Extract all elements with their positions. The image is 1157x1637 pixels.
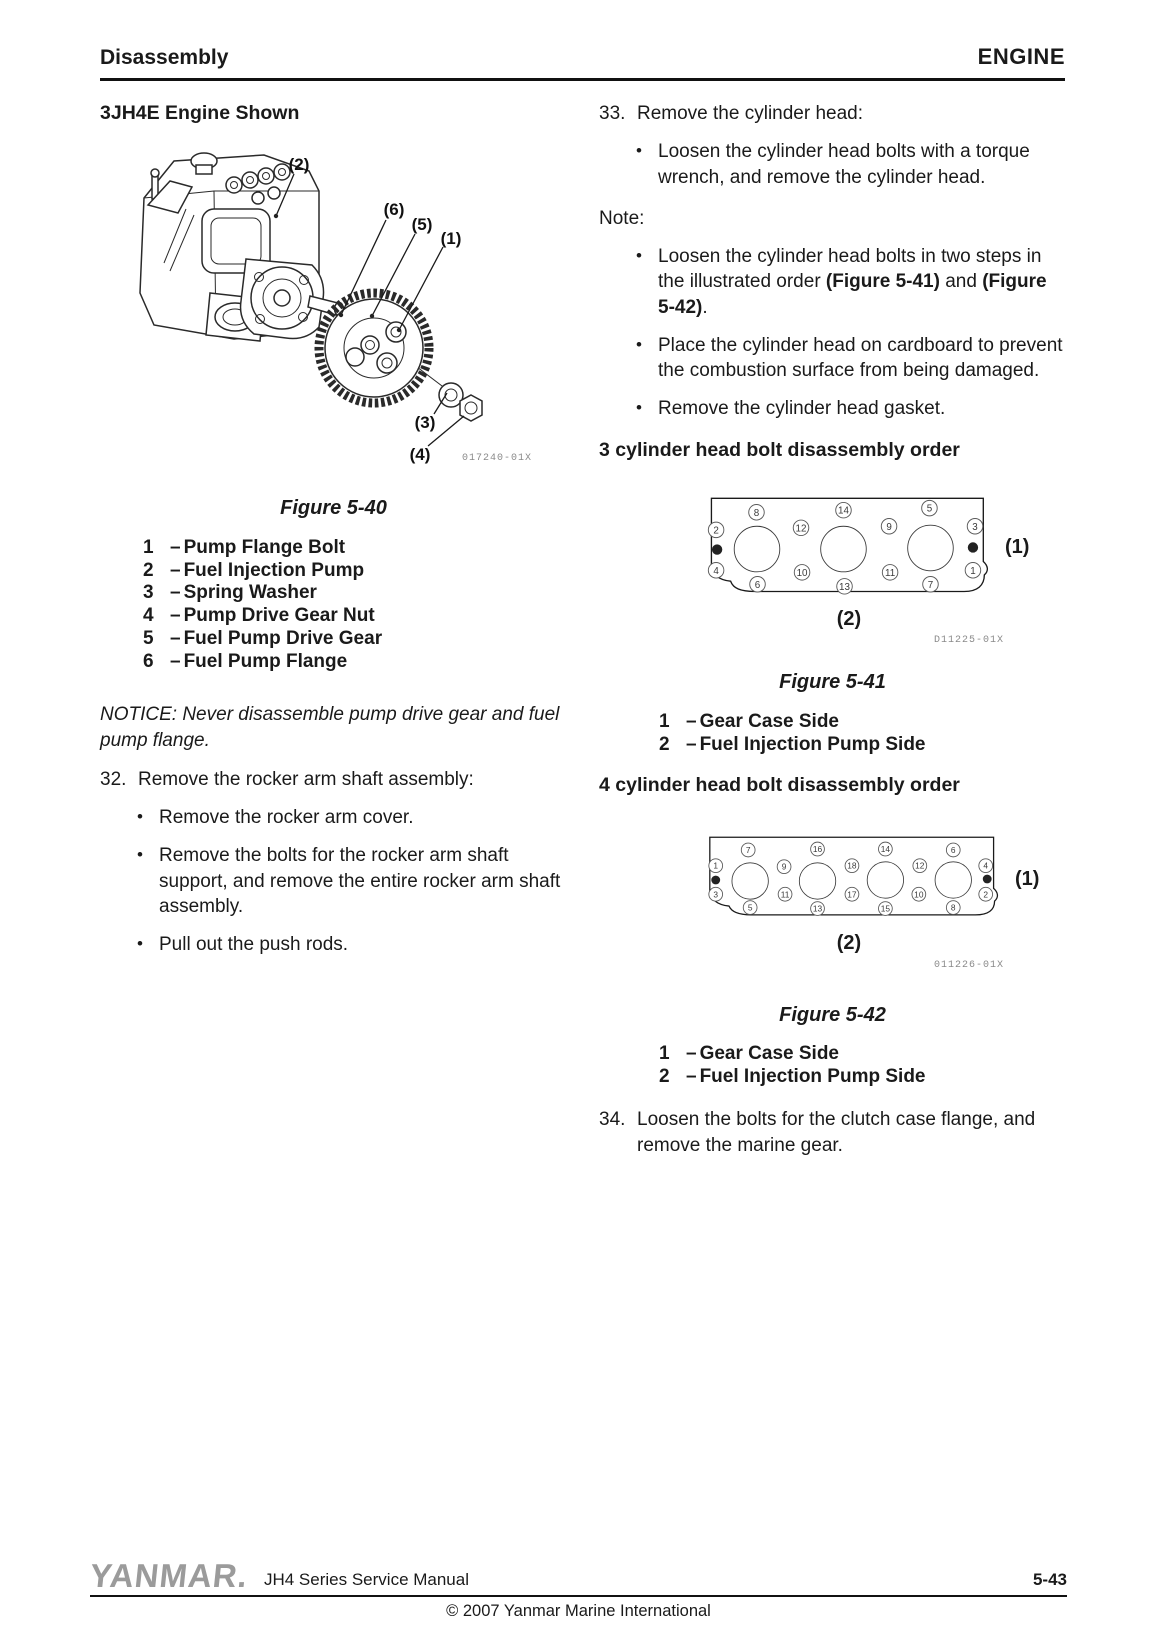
svg-text:12: 12 xyxy=(795,522,807,534)
figure-5-41 xyxy=(599,496,1066,648)
legend-item: 1 – Gear Case Side xyxy=(659,711,839,733)
bullet-item: • Remove the bolts for the rocker arm shaft support, and remove the entire rocker arm shaft assembly. xyxy=(137,845,561,918)
callout-1: (1) xyxy=(440,228,462,248)
svg-text:7: 7 xyxy=(927,579,934,591)
figure-41-legend xyxy=(659,711,1066,757)
svg-text:5: 5 xyxy=(926,503,933,515)
svg-text:8: 8 xyxy=(950,902,956,913)
bullet-item: • Place the cylinder head on cardboard to prevent the combustion surface from being damaged. xyxy=(636,334,1063,382)
step-32-text: Remove the rocker arm shaft assembly: xyxy=(138,768,474,790)
legend-item: 2 – Fuel Injection Pump xyxy=(143,559,365,581)
figure-42-watermark: 011226-01X xyxy=(933,959,1004,971)
figure-41-watermark: D11225-01X xyxy=(933,635,1004,647)
svg-text:3: 3 xyxy=(713,889,719,900)
svg-text:11: 11 xyxy=(884,567,896,579)
svg-text:12: 12 xyxy=(915,860,925,871)
step-33-text: Remove the cylinder head: xyxy=(637,103,864,124)
manual-title: JH4 Series Service Manual xyxy=(263,1570,469,1589)
svg-text:14: 14 xyxy=(880,843,891,854)
callout-4: (4) xyxy=(409,444,431,464)
notice-text: NOTICE: Never disassemble pump drive gear and fuel pump flange. xyxy=(100,704,560,751)
svg-text:10: 10 xyxy=(796,567,808,579)
svg-text:1: 1 xyxy=(713,860,719,871)
bullet-item: • Loosen the cylinder head bolts with a torque wrench, and remove the cylinder head. xyxy=(636,141,1030,188)
svg-text:4: 4 xyxy=(983,860,989,871)
callout-6: (6) xyxy=(383,199,405,219)
svg-text:3: 3 xyxy=(972,521,978,533)
svg-text:4: 4 xyxy=(713,565,719,577)
svg-text:9: 9 xyxy=(886,521,892,533)
right-column xyxy=(599,101,1066,1158)
figure-42-label-pump-side: (2) xyxy=(836,931,862,954)
engine-shown-title: 3JH4E Engine Shown xyxy=(100,102,300,124)
legend-item: 1 – Gear Case Side xyxy=(659,1043,839,1065)
svg-text:2: 2 xyxy=(713,524,719,536)
svg-text:9: 9 xyxy=(781,861,787,872)
page-footer xyxy=(88,1556,1067,1621)
head-bolt-diagram-3cyl xyxy=(699,496,989,600)
svg-text:5: 5 xyxy=(747,902,753,913)
legend-item: 5 – Fuel Pump Drive Gear xyxy=(143,628,383,650)
bullet-item: • Loosen the cylinder head bolts in two steps in the illustrated order (Figure 5-41) and (Figure 5-42). xyxy=(636,246,1047,318)
svg-text:15: 15 xyxy=(880,903,891,914)
figure-41-label-pump-side: (2) xyxy=(836,607,862,630)
svg-text:11: 11 xyxy=(780,889,790,900)
note-label: Note: xyxy=(599,207,645,229)
figure-42-heading: 4 cylinder head bolt disassembly order xyxy=(599,774,960,797)
step-33-number: 33. xyxy=(599,103,626,124)
figure-40-watermark: 017240-01X xyxy=(462,452,533,464)
yanmar-logo: YANMAR. xyxy=(88,1556,250,1594)
legend-item: 1 – Pump Flange Bolt xyxy=(143,536,346,558)
svg-text:13: 13 xyxy=(812,903,823,914)
callout-5: (5) xyxy=(411,214,433,234)
header-rule xyxy=(100,78,1065,81)
svg-text:16: 16 xyxy=(812,843,823,854)
legend-item: 2 – Fuel Injection Pump Side xyxy=(659,1066,926,1088)
left-column xyxy=(100,101,567,1158)
bullet-item: • Pull out the push rods. xyxy=(137,934,349,956)
bullet-item: • Remove the cylinder head gasket. xyxy=(636,398,946,420)
callout-2: (2) xyxy=(288,154,310,174)
legend-item: 2 – Fuel Injection Pump Side xyxy=(659,734,926,756)
svg-text:8: 8 xyxy=(753,507,760,519)
svg-text:7: 7 xyxy=(745,844,751,855)
legend-item: 4 – Pump Drive Gear Nut xyxy=(143,605,375,627)
svg-text:2: 2 xyxy=(983,889,989,900)
figure-42-caption: Figure 5-42 xyxy=(779,1003,886,1026)
figure-5-42 xyxy=(599,835,1066,972)
step-32-bullets xyxy=(137,805,567,957)
page-header xyxy=(100,44,1065,70)
figure-41-label-gear-case-side: (1) xyxy=(1005,536,1030,559)
figure-40-caption: Figure 5-40 xyxy=(280,496,387,519)
figure-42-legend xyxy=(659,1043,1066,1089)
callout-3: (3) xyxy=(414,412,436,432)
bullet-item: • Remove the rocker arm cover. xyxy=(137,807,414,829)
head-bolt-diagram-4cyl xyxy=(699,835,999,924)
header-section-title: Disassembly xyxy=(100,46,229,69)
svg-text:1: 1 xyxy=(970,565,976,577)
page-number: 5-43 xyxy=(1032,1570,1067,1589)
svg-text:10: 10 xyxy=(914,889,924,900)
legend-item: 3 – Spring Washer xyxy=(143,582,317,604)
svg-text:6: 6 xyxy=(754,579,761,591)
figure-5-40 xyxy=(114,143,567,473)
figure-40-legend xyxy=(143,537,567,675)
svg-text:13: 13 xyxy=(839,581,850,593)
step-32-number: 32. xyxy=(100,768,127,790)
figure-41-heading: 3 cylinder head bolt disassembly order xyxy=(599,438,960,461)
fuel-injection-pump-illustration xyxy=(114,143,569,473)
svg-text:18: 18 xyxy=(847,860,857,871)
step-33-bullets xyxy=(636,139,1066,190)
step-34 xyxy=(599,1107,1066,1158)
svg-text:6: 6 xyxy=(950,844,956,855)
page-columns xyxy=(100,101,1065,1158)
step-34-number: 34. xyxy=(599,1109,626,1131)
figure-41-caption: Figure 5-41 xyxy=(779,671,886,694)
header-chapter-title: ENGINE xyxy=(977,44,1065,69)
note-bullets xyxy=(636,244,1066,422)
figure-42-label-gear-case-side: (1) xyxy=(1015,868,1040,891)
step-34-text: Loosen the bolts for the clutch case flange, and remove the marine gear. xyxy=(637,1109,1036,1156)
copyright-line: © 2007 Yanmar Marine International xyxy=(446,1602,711,1620)
step-32 xyxy=(100,767,567,792)
svg-text:17: 17 xyxy=(847,889,857,900)
svg-text:14: 14 xyxy=(838,505,849,517)
step-33 xyxy=(599,101,1066,126)
legend-item: 6 – Fuel Pump Flange xyxy=(143,651,348,673)
